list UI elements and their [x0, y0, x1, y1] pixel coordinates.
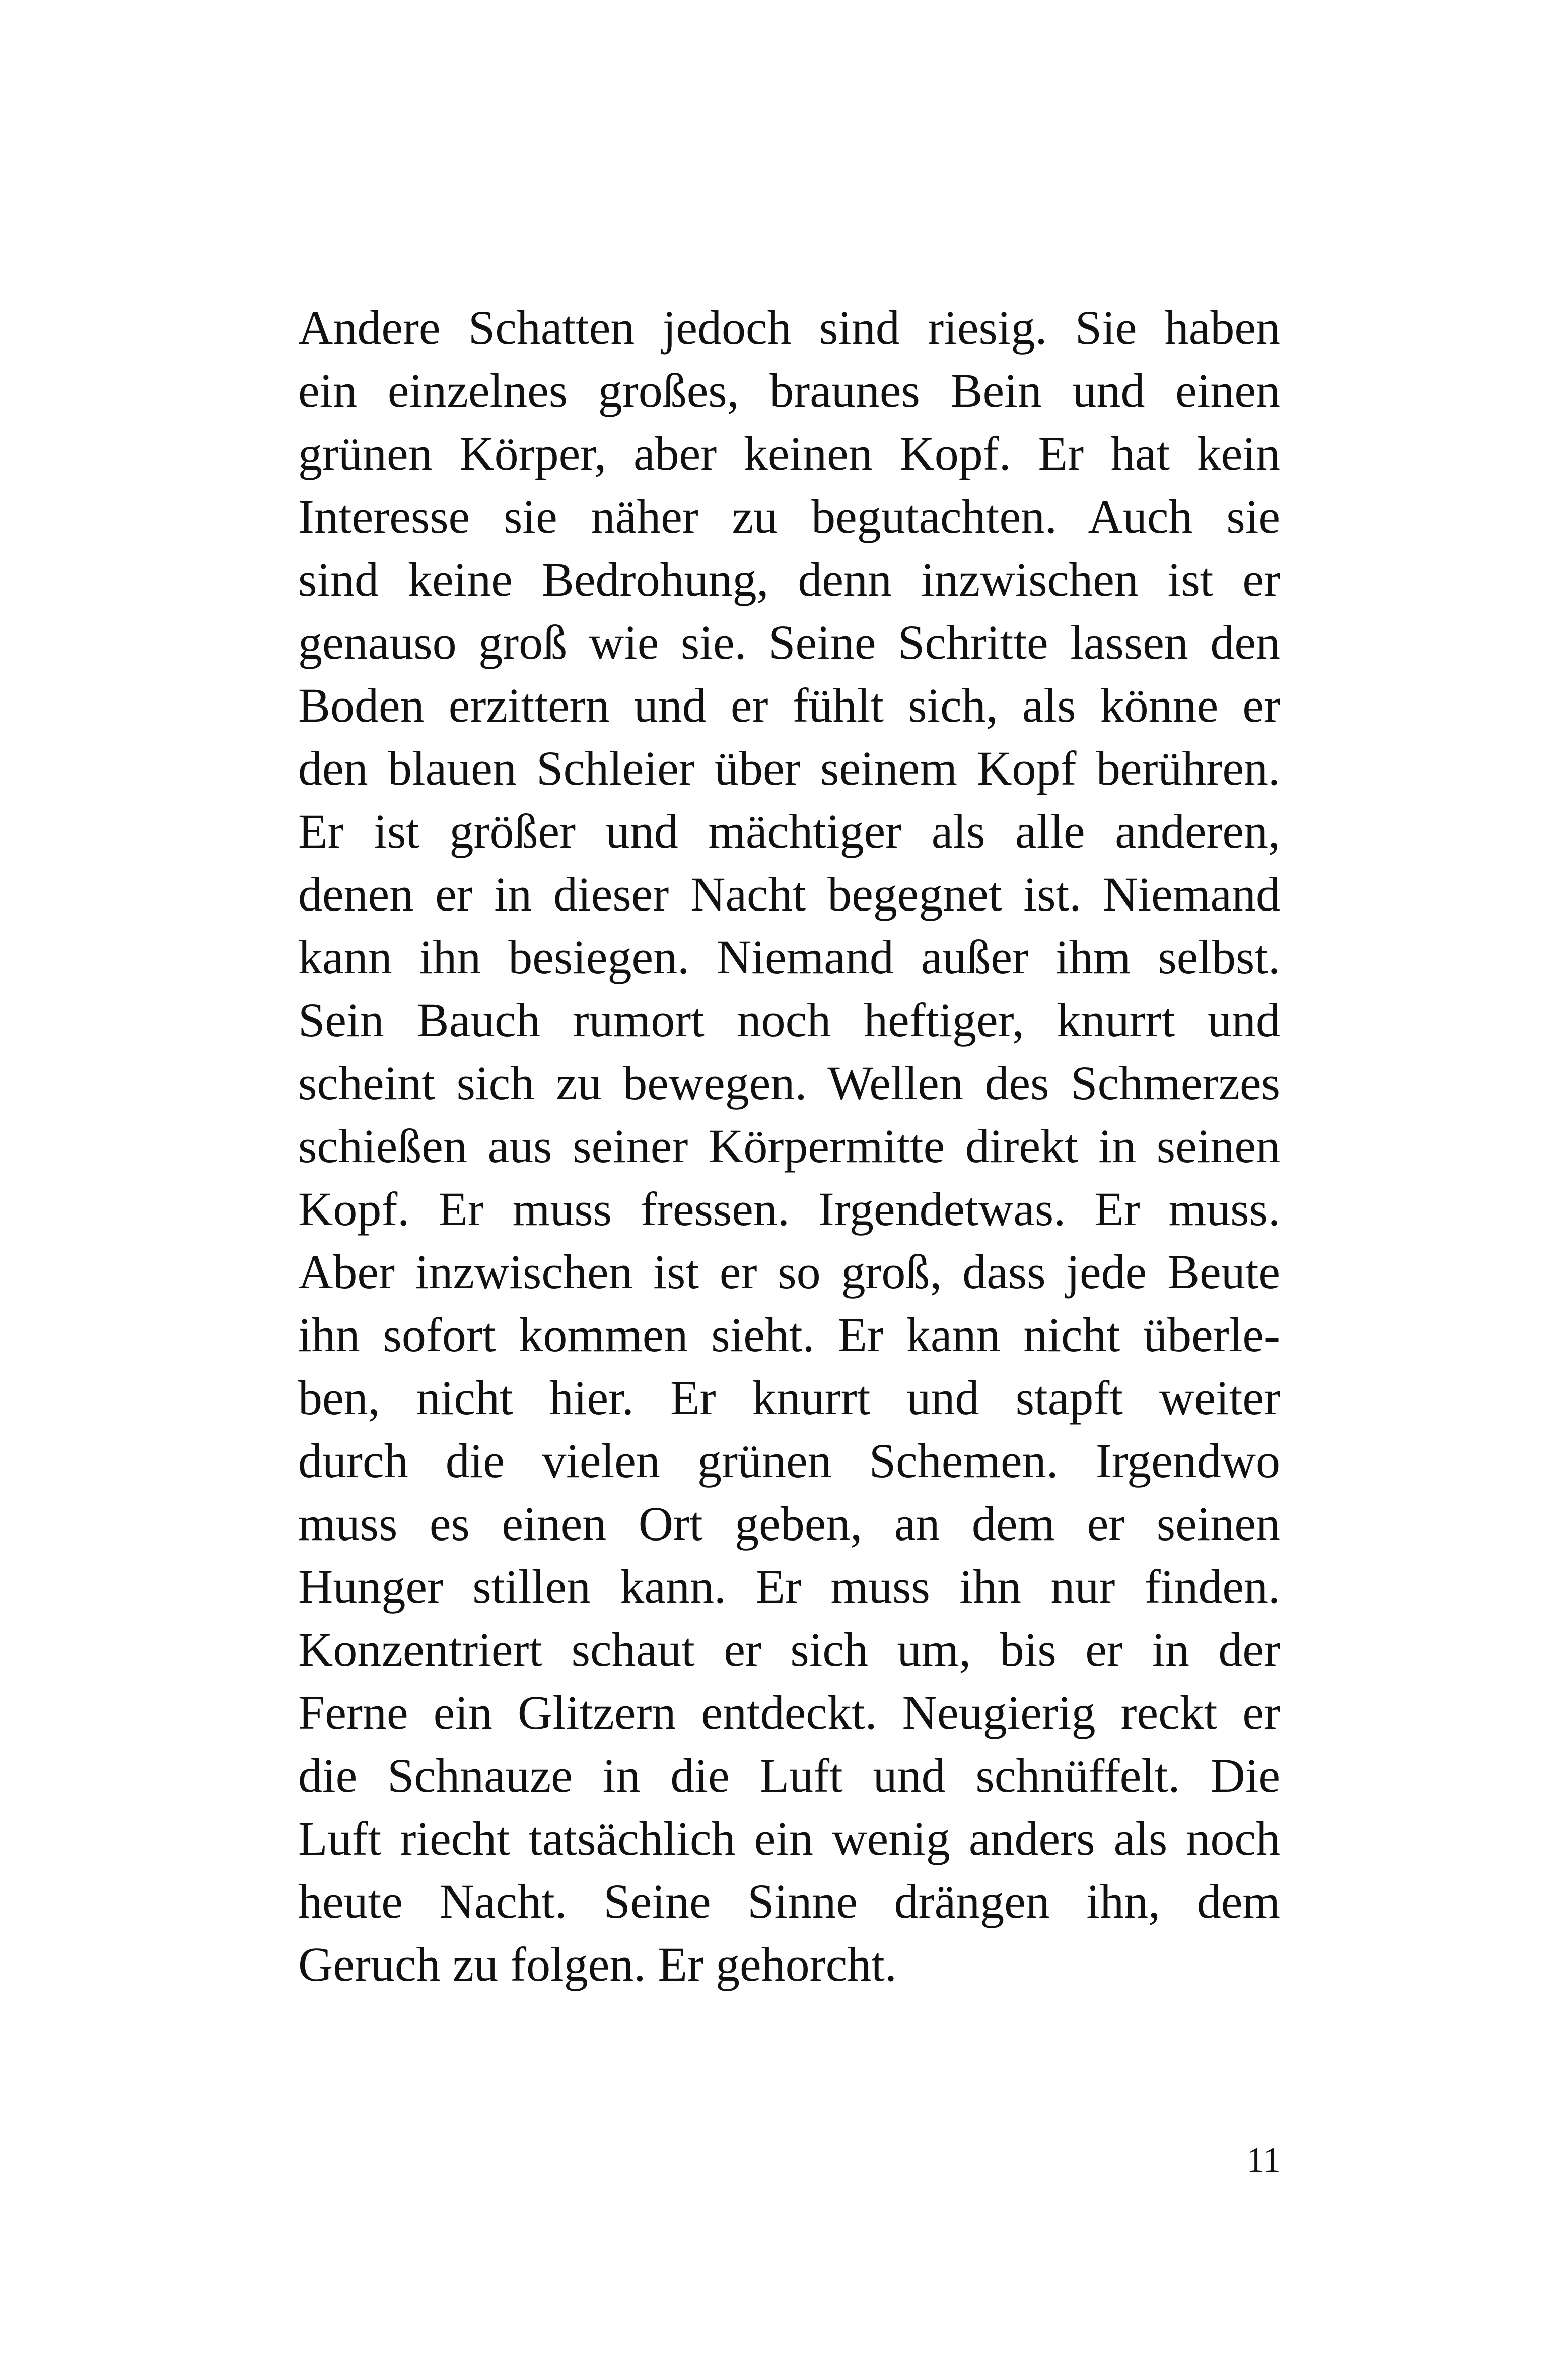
text-line: Aber inzwischen ist er so groß, dass jede Beute	[298, 1245, 1280, 1299]
text-line: Interesse sie näher zu begutachten. Auch sie	[298, 489, 1280, 543]
text-line: scheint sich zu bewegen. Wellen des Schmerzes	[298, 1056, 1280, 1110]
text-line: Konzentriert schaut er sich um, bis er in der	[298, 1623, 1280, 1676]
text-line: genauso groß wie sie. Seine Schritte lassen den	[298, 615, 1280, 669]
text-line: durch die vielen grünen Schemen. Irgendwo	[298, 1434, 1280, 1488]
body-paragraph	[298, 296, 1280, 1996]
text-line: ben, nicht hier. Er knurrt und stapft weiter	[298, 1371, 1280, 1425]
text-line: Ferne ein Glitzern entdeckt. Neugierig reckt er	[298, 1686, 1280, 1739]
text-line: die Schnauze in die Luft und schnüffelt. Die	[298, 1748, 1280, 1802]
text-line: denen er in dieser Nacht begegnet ist. Niemand	[298, 867, 1280, 921]
text-line: Andere Schatten jedoch sind riesig. Sie haben	[298, 301, 1280, 355]
text-line: schießen aus seiner Körpermitte direkt in seinen	[298, 1119, 1280, 1173]
text-line: grünen Körper, aber keinen Kopf. Er hat kein	[298, 427, 1280, 480]
text-line: Kopf. Er muss fressen. Irgendetwas. Er muss.	[298, 1182, 1280, 1236]
text-line: ihn sofort kommen sieht. Er kann nicht überle-	[298, 1308, 1280, 1362]
text-line: muss es einen Ort geben, an dem er seinen	[298, 1497, 1280, 1551]
text-line: den blauen Schleier über seinem Kopf berühren.	[298, 741, 1280, 795]
text-line: Hunger stillen kann. Er muss ihn nur finden.	[298, 1560, 1280, 1614]
page-number: 11	[1246, 2141, 1281, 2180]
text-line: Er ist größer und mächtiger als alle anderen,	[298, 804, 1280, 858]
text-line: Luft riecht tatsächlich ein wenig anders als noch	[298, 1811, 1280, 1865]
text-line: sind keine Bedrohung, denn inzwischen ist er	[298, 552, 1280, 606]
text-line-last: Geruch zu folgen. Er gehorcht.	[298, 1937, 897, 1991]
text-line: kann ihn besiegen. Niemand außer ihm selbst.	[298, 930, 1280, 984]
text-line: heute Nacht. Seine Sinne drängen ihn, dem	[298, 1874, 1280, 1928]
text-line: ein einzelnes großes, braunes Bein und einen	[298, 364, 1280, 417]
text-line: Boden erzittern und er fühlt sich, als könne er	[298, 678, 1280, 732]
text-line: Sein Bauch rumort noch heftiger, knurrt und	[298, 993, 1280, 1047]
